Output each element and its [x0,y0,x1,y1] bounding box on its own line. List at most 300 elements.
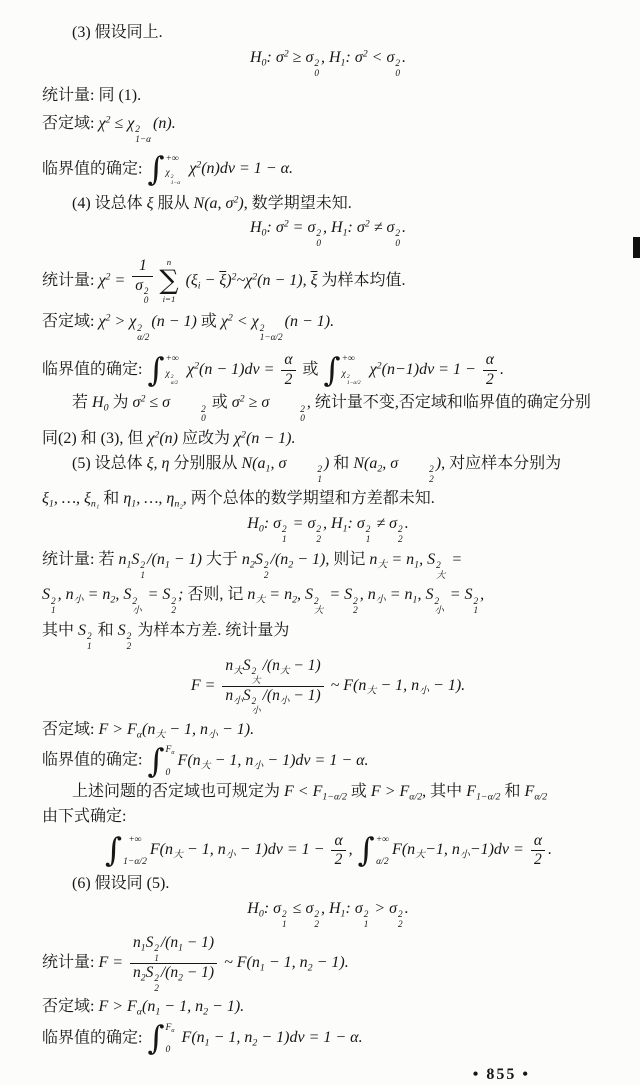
integral-limits [165,153,183,187]
superscript: 2 [429,464,434,475]
superscript: 2 [398,525,403,536]
subscript: 1 [155,1006,161,1018]
subscript: 1 [126,559,132,571]
lower-limit: 1−α/2 [123,856,147,868]
subscript: 小 [225,849,236,861]
math-run: $\chi^2(n)$ [147,429,178,447]
subscript: 0 [261,227,267,239]
subscript: 大 [436,570,446,581]
item-4-note-1: 若 $H_0$ 为 $\sigma^2 \le \sigma$ 2 0 或 $\sigma^2 \ge \sigma$ 2 0 , 统计量不变,否定域和临界值的确定分别 [72,393,591,425]
superscript: 2 [314,596,319,607]
supscript: 2 [105,313,111,325]
subscript: 2 [292,594,298,606]
integral-limits [375,834,389,868]
subscript: 1 [282,535,287,546]
math-run: $N(a_2$, σ 2 2 ) [353,454,442,485]
superscript: 2 [473,596,479,607]
supscript: 2 [194,360,200,372]
overline-var: $\overline{\xi}$ [310,271,318,289]
item-5-statistic-2: S 2 1 , $n_小 = n_2$, S 2 小 = S 2 2 ; 否则, 记 $n_大 = n_2$, S 2 大 = S 2 2 , $n_小 = n_1$, S 2 小 = S 2 1 , [42,586,485,617]
integral [105,831,147,870]
sub-sup-stack [436,562,445,581]
subscript: 1 [265,463,271,475]
item-6-statistic: 统计量: F = $n_1S$ 2 1 $/(n_1 - 1)$ $n_2S$ 2 2 $/(n_2 - 1)$ ~ $F(n_1 - 1$, $n_2 - 1$). [42,934,349,993]
math-run: $n_大 = n_2$, S 2 大 = S 2 2 , $n_小 = n_1$, S 2 小 = S 2 1 , [247,586,485,617]
subscript: 小 [434,606,444,617]
math-run: N(a, $\sigma^2$) [193,194,244,212]
lower-limit: 0 [165,1044,171,1056]
subscript: 1 [204,1037,210,1049]
superscript: 2 [314,909,319,920]
subscript: 大 [233,665,243,677]
subscript: i [197,280,201,292]
subscript: 2 [178,972,183,984]
subscript: 0 [395,68,400,79]
superscript: 2 [140,561,146,572]
subscript: 0 [316,239,321,250]
item-6-hypotheses [42,899,614,931]
sub-sup-stack [398,911,403,930]
math-run: $n_1S$ 2 1 $/(n_1 - 1)$ [118,550,202,581]
lower-limit: i=1 [162,293,176,304]
subscript: n₂ [174,498,183,510]
item-3-critical-value: 临界值的确定: ∫ +∞ χ 2 1−α $\chi^2(n)dv = 1 - \alpha$. [42,150,293,189]
superscript: 2 [316,229,321,240]
superscript: 2 [171,596,177,607]
subscript: n₁ [90,498,100,510]
subscript: 大 [377,559,388,571]
subscript: 1−α/2 [259,333,283,344]
subscript: 1 [87,642,92,653]
subscript: 1 [365,535,371,546]
math-run: $F > F_\alpha(n_1 - 1$, $n_2 - 1$). [98,998,245,1018]
superscript: 2 [346,374,350,381]
superscript: 2 [263,561,269,572]
subscript: 大 [366,685,377,697]
item-5-statistic-3: 其中 S 2 1 和 S 2 2 为样本方差. 统计量为 [42,622,290,653]
page-number: • 855 • [472,1065,530,1083]
subscript: 1 [317,474,322,485]
superscript: 2 [316,525,321,536]
subscript: α/2 [534,791,548,803]
item-6-heading: (6) 假设同 (5). [72,874,170,892]
subscript: α [171,1028,175,1034]
sub-sup-stack [474,598,479,617]
math-run: ∫ +∞ χ 2 1−α/2 $\chi^2(n-1)dv = 1$ − $\frac{\alpha}{2}$ . [323,350,504,389]
subscript: 1 [140,942,146,954]
math-run: $H_0$: σ 2 1 ≤ σ 2 2 , $H_1$: σ 2 1 > σ 2 2 . [247,899,409,930]
subscript: 1−α [170,179,181,186]
superscript: 2 [395,229,400,240]
superscript: 2 [126,632,132,643]
subscript: 1−α/2 [322,791,347,803]
superscript: 2 [51,596,56,607]
math-run [311,272,318,289]
numerator: α [483,351,497,371]
subscript: 2 [307,962,313,974]
superscript: 2 [353,596,358,607]
subscript: 1 [259,962,265,974]
scan-artifact [633,237,640,258]
subscript: 2 [110,594,116,606]
sub-sup-stack [287,466,322,485]
sub-sup-stack [171,406,206,425]
item-4-heading: (4) 设总体 ξ 服从 N(a, $\sigma^2$), 数学期望未知. [72,194,352,212]
numerator: $n_大S$ 2 大 $/(n_大 - 1)$ [222,657,323,687]
fraction [531,832,545,870]
integral-limits [341,353,363,387]
subscript: 大 [173,849,183,861]
superscript: 2 [154,943,159,954]
denominator: 2 [534,851,542,869]
integral [147,350,180,389]
item-5-hypotheses [42,514,614,546]
subscript: 2 [398,535,403,546]
subscript: 1 [340,908,346,920]
item-3-hypotheses [42,48,614,80]
subscript: 大 [200,760,211,772]
integral [147,741,175,780]
sub-sup-stack [132,598,141,617]
supscript: 2 [105,271,111,283]
subscript: 2 [126,642,132,653]
supscript: 2 [105,114,111,126]
fraction [132,257,153,306]
superscript: 2 [251,665,257,676]
subscript: 1 [473,606,479,617]
lower-limit: 0 [165,766,171,778]
integral-sign: ∫ [147,150,165,189]
numerator: α [531,832,545,852]
math-run: ξ [146,194,154,212]
subscript: 小 [251,705,261,716]
integral [147,1019,175,1058]
integral-sign: ∫ [357,831,375,870]
subscript: 1 [342,523,348,535]
sub-sup-stack [398,526,403,545]
sub-sup-stack [314,60,319,79]
overline-var: $\overline{\xi}$ [219,271,227,289]
supscript: 2 [376,360,382,372]
integral-limits [165,744,175,778]
sub-sup-stack [137,325,149,344]
subscript: 2 [314,919,319,930]
subscript: 1 [414,559,420,571]
superscript: 2 [154,973,159,984]
sub-sup-stack [252,667,261,686]
sub-sup-stack [51,598,56,617]
item-5-statistic-1: 统计量: 若 $n_1S$ 2 1 $/(n_1 - 1)$ 大于 $n_2S$ 2 2 $/(n_2 - 1)$, 则记 $n_大 = n_1$, S 2 大 = [42,550,463,581]
math-run: F = $n_大S$ 2 大 $/(n_大 - 1)$ $n_小S$ 2 小 $/(n_小 - 1)$ ~ $F(n_大 - 1$, $n_小 - 1$). [190,656,466,716]
supscript: 2 [196,159,202,171]
summation [159,258,178,304]
superscript: 2 [363,909,369,920]
sub-sup-stack [395,230,400,249]
upper-limit: n [166,257,172,268]
item-5-critical-value: 临界值的确定: ∫ $F_\alpha$ 0 $F(n_大 - 1$, $n_小 - 1)dv = 1 - \alpha$. [42,741,369,780]
fraction [483,351,497,389]
subscript: 1 [164,559,170,571]
integral-limits [165,1022,175,1056]
upper-limit: +∞ [341,353,355,365]
lower-limit: χ 2 α/2 [165,367,179,387]
superscript: 2 [282,525,287,536]
item-6-critical-value: 临界值的确定: ∫ $F_\alpha$ 0 $F(n_1 - 1$, $n_2 - 1)dv = 1 - \alpha$. [42,1019,363,1058]
supscript: 2 [362,48,368,60]
item-5-heading-1: (5) 设总体 ξ, η 分别服从 $N(a_1$, σ 2 1 ) 和 $N(a_2$, σ 2 2 ), 对应样本分别为 [72,454,562,485]
subscript: 0 [258,908,264,920]
sub-sup-stack [252,697,261,716]
integral-sign: ∫ [147,741,165,780]
item-3-heading: (3) 假设同上. [72,24,163,41]
upper-limit: +∞ [128,833,142,845]
subscript: 2 [288,559,294,571]
subscript: 0 [258,523,264,535]
item-5-note-1: 上述问题的否定域也可规定为 $F < F_{1-\alpha/2}$ 或 $F > F_{\alpha/2}$, 其中 $F_{1-\alpha/2}$ 和 $F_{\alpha/2}$ [72,783,548,803]
superscript: 2 [395,58,400,69]
sub-sup-stack [395,60,400,79]
subscript: 1 [178,942,183,954]
lower-limit: χ 2 1−α [165,167,181,186]
superscript: 2 [87,632,92,643]
integral-sign: ∫ [147,1019,165,1058]
math-run: $H_0$: $\sigma^2 \ge \sigma$ 2 0 , $H_1$: $\sigma^2 < \sigma$ 2 0 . [249,48,406,79]
math-run: ∫ +∞ χ 2 1−α $\chi^2(n)dv = 1 - \alpha$. [147,150,293,189]
math-run: ξ, η [146,454,170,472]
integral-sign: ∫ [323,350,341,389]
superscript: 2 [135,125,140,136]
denominator: σ 2 0 [135,276,149,306]
math-run: $\chi^2 \le \chi$ 2 1−α (n). [98,114,176,146]
math-run: ∫ +∞ χ 2 α/2 $\chi^2(n - 1)dv$ = $\frac{\alpha}{2}$ [146,361,298,378]
sub-sup-stack [140,562,145,581]
upper-limit: +∞ [165,152,179,164]
subscript: 2 [171,606,177,617]
denominator: $n_2S$ 2 2 $/(n_2 - 1)$ [133,964,215,993]
subscript: 0 [261,57,267,69]
math-run: $\sigma^2 \ge \sigma$ 2 0 [231,393,305,425]
supscript: 2 [283,218,289,230]
superscript: 2 [132,596,137,607]
item-4-statistic: 统计量: $\chi^2$ = 1 σ 2 0 n ∑ i=1 ($\xi_i$ − $\overline{\xi})^2\sim\chi^2(n - 1)$, $\overline{\xi}$ 为样本均值. [42,256,406,306]
subscript: 1−α/2 [346,380,361,387]
subscript: 0 [103,402,109,414]
numerator: $n_1S$ 2 1 $/(n_1 - 1)$ [130,934,217,964]
subscript: 2 [154,982,159,993]
superscript: 2 [365,525,371,536]
sub-sup-stack [144,287,149,306]
supscript: 2 [283,48,289,60]
item-3-rejection-region: 否定域: $\chi^2 \le \chi$ 2 1−α (n). [42,114,176,146]
sub-sup-stack [154,944,159,963]
math-run: $\chi^2$ = 1 σ 2 0 n ∑ i=1 ($\xi_i$ − $\overline{\xi})^2\sim\chi^2(n - 1)$, [98,256,311,306]
sub-sup-stack [434,598,443,617]
supscript: 2 [233,194,239,206]
math-run: $\chi^2 > \chi$ 2 α/2 (n − 1) [98,313,197,344]
subscript: α [171,750,175,757]
sub-sup-stack [314,598,323,617]
integral-sign: ∫ [105,831,123,870]
integral-sign: ∫ [147,350,165,389]
superscript: 2 [201,404,206,415]
subscript: 大 [415,849,426,861]
denominator: $n_小S$ 2 小 $/(n_小 - 1)$ [225,686,321,716]
subscript: 小 [73,594,84,606]
superscript: 2 [137,323,142,334]
item-4-critical-value: 临界值的确定: ∫ +∞ χ 2 α/2 $\chi^2(n - 1)dv$ = $\frac{\alpha}{2}$ 或 ∫ +∞ χ 2 1−α/2 $\chi^2(n-1)dv = 1$ − $\frac{\alpha}{2}$ . [42,350,504,389]
subscript: 1 [412,594,418,606]
subscript: 小 [208,729,218,741]
fraction [222,657,323,716]
sub-sup-stack [171,375,178,387]
supscript: 2 [227,313,233,325]
subscript: 小 [375,594,386,606]
sub-sup-stack [135,126,151,145]
superscript: 2 [282,909,287,920]
superscript: 2 [436,561,441,572]
sub-sup-stack [127,633,132,652]
subscript: 2 [429,474,434,485]
math-run: ∫ $F_\alpha$ 0 $F(n_大 - 1$, $n_小 - 1)dv = 1 - \alpha$. [147,741,369,780]
math-run: $n_2S$ 2 2 $/(n_2 - 1)$ [241,550,326,581]
math-run: $H_0$ [92,394,109,414]
superscript: 2 [398,909,403,920]
denominator: 2 [284,370,293,388]
subscript: 2 [263,570,269,581]
integral [323,350,363,389]
subscript: 小 [233,695,243,707]
subscript: 0 [314,68,319,79]
sub-sup-stack [270,406,305,425]
upper-limit: +∞ [165,353,179,365]
math-run: $\sigma^2 \le \sigma$ 2 0 [132,393,206,425]
subscript: 0 [395,239,400,250]
math-run: $F < F_{1-\alpha/2}$ [284,783,347,803]
lower-limit: χ 2 1−α/2 [341,367,361,387]
math-run: S 2 2 [117,622,132,653]
supscript: 2 [252,271,258,283]
math-run: $F_{\alpha/2}$ [524,783,548,803]
subscript: 2 [353,606,358,617]
subscript: 0 [143,295,149,306]
superscript: 2 [314,58,319,69]
subscript: 1 [154,952,159,963]
subscript: 1−α [135,135,152,146]
sub-sup-stack [347,375,361,387]
item-6-rejection-region: 否定域: $F > F_\alpha(n_1 - 1$, $n_2 - 1$). [42,998,245,1018]
numerator: 1 [132,257,153,277]
upper-limit: +∞ [375,833,390,845]
sub-sup-stack [364,911,369,930]
math-run: $\xi_1$, …, $\xi_{n_1}$ [42,490,100,510]
superscript: 2 [434,596,440,607]
supscript: 2 [231,271,237,283]
math-run: S 2 1 , $n_小 = n_2$, S 2 小 = S 2 2 ; [42,586,184,617]
sub-sup-stack [366,526,371,545]
subscript: α/2 [170,380,179,387]
item-5-note-formula [42,832,614,870]
sub-sup-stack [87,633,92,652]
subscript: 1 [340,57,346,69]
sub-sup-stack [399,466,434,485]
superscript: 2 [300,404,305,415]
fraction [130,934,217,993]
subscript: 1 [131,498,137,510]
subscript: 1−α/2 [475,791,501,803]
subscript: 小 [279,695,290,707]
subscript: 1 [140,570,146,581]
sub-sup-stack [314,911,319,930]
subscript: 小 [253,760,264,772]
math-run: $\chi^2 < \chi$ 2 1−α/2 (n − 1). [220,313,335,344]
item-5-heading-2: $\xi_1$, …, $\xi_{n_1}$ 和 $\eta_1$, …, $\eta_{n_2}$, 两个总体的数学期望和方差都未知. [42,490,435,510]
subscript: α [136,1006,142,1018]
item-5-note-2: 由下式确定: [42,807,127,825]
item-5-statistic-formula [42,657,614,716]
item-3-statistic: 统计量: 同 (1). [42,87,142,105]
sub-sup-stack [316,230,321,249]
math-run: $N(a_1$, σ 2 1 ) [241,454,330,485]
math-run: $F > F_\alpha(n_大 - 1$, $n_小 - 1$). [98,720,255,741]
sub-sup-stack [154,974,159,993]
lower-limit: α/2 [376,856,389,868]
subscript: 0 [201,414,206,425]
subscript: 小 [419,685,430,697]
integral [357,831,390,870]
subscript: 1 [363,919,369,930]
subscript: 2 [203,1006,209,1018]
sub-sup-stack [316,526,321,545]
supscript: 2 [239,393,245,405]
sub-sup-stack [260,325,283,344]
subscript: 1 [342,227,348,239]
item-4-hypotheses [42,218,614,250]
subscript: 大 [279,665,290,677]
fraction [281,351,295,389]
numerator: α [331,832,345,852]
superscript: 2 [317,464,322,475]
sub-sup-stack [171,175,180,187]
math-run: $\chi^2(n - 1)$. [234,429,296,447]
sub-sup-stack [353,598,358,617]
item-5-rejection-region: 否定域: $F > F_\alpha(n_大 - 1$, $n_小 - 1$). [42,720,255,741]
superscript: 2 [251,695,257,706]
subscript: α/2 [409,791,423,803]
subscript: 大 [255,594,266,606]
subscript: 2 [377,463,383,475]
item-4-rejection-region: 否定域: $\chi^2 > \chi$ 2 α/2 (n − 1) 或 $\chi^2 < \chi$ 2 1−α/2 (n − 1). [42,313,335,344]
fraction [331,832,345,870]
subscript: 大 [251,675,261,686]
subscript: α/2 [137,333,150,344]
sigma-sign: ∑ [159,264,179,296]
subscript: 1 [282,919,287,930]
math-run: $H_0$: $\sigma^2 = \sigma$ 2 0 , $H_1$: $\sigma^2 \ne \sigma$ 2 0 . [249,218,406,250]
subscript: 2 [252,1037,258,1049]
subscript: 小 [132,606,142,617]
sub-sup-stack [282,911,287,930]
subscript: 0 [300,414,305,425]
superscript: 2 [170,374,174,381]
math-run: $F_{1-\alpha/2}$ [466,783,501,803]
supscript: 2 [364,218,370,230]
subscript: 2 [140,972,146,984]
subscript: 2 [249,559,255,571]
subscript: 大 [155,729,166,741]
superscript: 2 [170,173,174,180]
denominator: 2 [334,851,343,869]
math-run: $F > F_{\alpha/2}$ [370,783,423,803]
